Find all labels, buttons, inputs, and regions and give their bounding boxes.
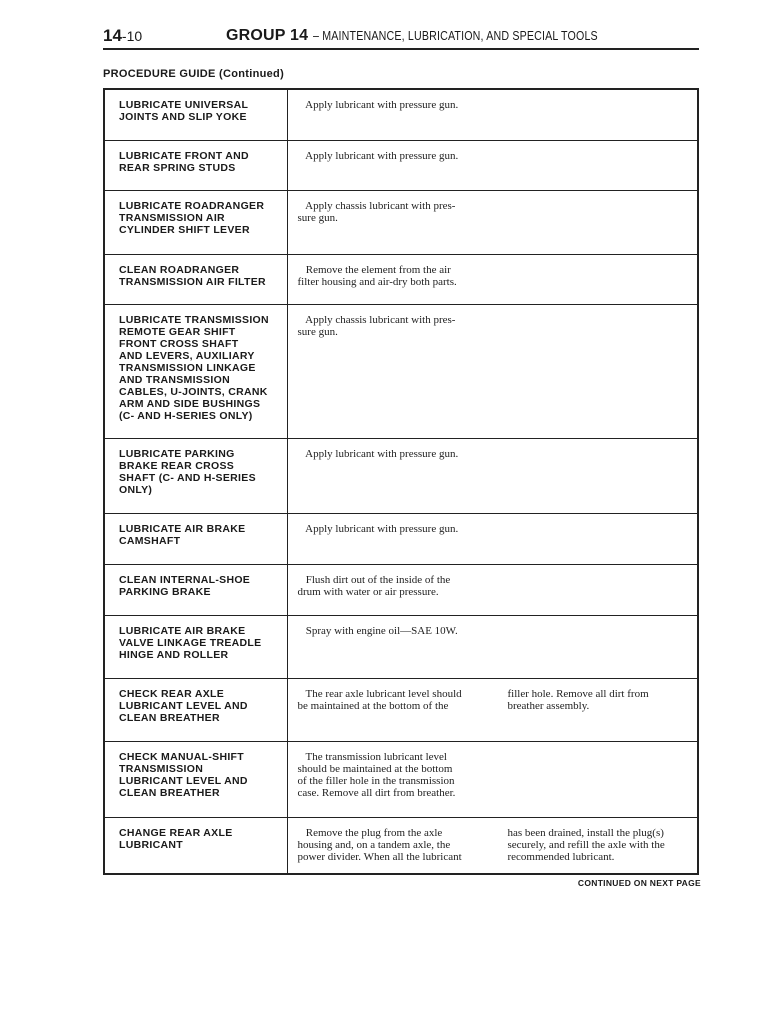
procedure-line: LUBRICANT: [119, 838, 183, 851]
table-row: [104, 615, 698, 678]
procedure-cell: [104, 254, 287, 304]
instruction-cell: [287, 615, 698, 678]
instruction-line: filler hole. Remove all dirt from: [507, 687, 649, 700]
instruction-line: The transmission lubricant level: [297, 750, 447, 763]
procedure-line: CLEAN BREATHER: [119, 786, 220, 799]
procedure-line: TRANSMISSION AIR: [119, 211, 225, 224]
instruction-line: sure gun.: [297, 211, 338, 224]
instruction-line: securely, and refill the axle with the: [507, 838, 665, 851]
instruction-column: [298, 523, 480, 535]
procedure-line: CYLINDER SHIFT LEVER: [119, 223, 250, 236]
procedure-line: CLEAN BREATHER: [119, 711, 220, 724]
instruction-line: has been drained, install the plug(s): [507, 826, 664, 839]
table-row: [104, 817, 698, 874]
page-number-group: 14: [103, 26, 122, 45]
procedure-line: TRANSMISSION: [119, 762, 204, 775]
instruction-line: Apply lubricant with pressure gun.: [297, 99, 459, 111]
instruction-line: Apply lubricant with pressure gun.: [297, 447, 459, 460]
instruction-column: [508, 150, 690, 162]
instruction-column: [508, 200, 690, 224]
instruction-column: [508, 99, 690, 111]
instruction-line: filter housing and air-dry both parts.: [297, 275, 457, 288]
instruction-column: [298, 200, 480, 224]
page-number-page: -10: [121, 28, 143, 44]
instruction-column: [298, 751, 480, 799]
instruction-line: recommended lubricant.: [507, 850, 615, 863]
procedure-line: CHECK REAR AXLE: [119, 687, 225, 700]
procedure-cell: [104, 741, 287, 817]
instruction-cell: [287, 89, 698, 140]
instruction-column: [508, 625, 690, 637]
table-row: [104, 678, 698, 741]
procedure-cell: [104, 564, 287, 615]
instruction-line: sure gun.: [297, 325, 338, 338]
procedure-line: ONLY): [119, 483, 153, 496]
instruction-column: [508, 523, 690, 535]
procedure-line: JOINTS AND SLIP YOKE: [119, 111, 247, 123]
table-row: [104, 140, 698, 190]
instruction-cell: [287, 741, 698, 817]
procedure-line: CLEAN INTERNAL-SHOE: [119, 573, 251, 586]
instruction-line: Remove the element from the air: [297, 263, 451, 276]
procedure-line: VALVE LINKAGE TREADLE: [119, 636, 262, 649]
table-row: [104, 741, 698, 817]
procedure-line: CLEAN ROADRANGER: [119, 263, 240, 276]
instruction-line: power divider. When all the lubricant: [297, 850, 462, 863]
procedure-cell: [104, 304, 287, 438]
procedure-cell: [104, 438, 287, 513]
instruction-cell: [287, 513, 698, 564]
procedure-cell: [104, 615, 287, 678]
instruction-line: Flush dirt out of the inside of the: [297, 573, 451, 586]
instruction-column: [508, 827, 690, 863]
table-row: [104, 254, 698, 304]
instruction-line: Spray with engine oil—SAE 10W.: [297, 624, 458, 637]
procedure-line: LUBRICATE UNIVERSAL: [119, 99, 249, 111]
procedure-line: LUBRICATE ROADRANGER: [119, 199, 265, 212]
procedure-table: [103, 88, 699, 875]
procedure-line: HINGE AND ROLLER: [119, 648, 229, 661]
procedure-line: TRANSMISSION AIR FILTER: [119, 275, 266, 288]
page-header: [103, 26, 699, 50]
instruction-line: drum with water or air pressure.: [297, 585, 439, 598]
table-row: [104, 190, 698, 254]
procedure-line: LUBRICATE AIR BRAKE: [119, 522, 246, 535]
instruction-line: of the filler hole in the transmission: [297, 774, 455, 787]
instruction-line: Apply lubricant with pressure gun.: [297, 149, 459, 162]
procedure-line: FRONT CROSS SHAFT: [119, 337, 239, 350]
procedure-line: CAMSHAFT: [119, 534, 181, 547]
instruction-line: Apply chassis lubricant with pres-: [297, 313, 456, 326]
table-row: [104, 513, 698, 564]
instruction-column: [298, 264, 480, 288]
procedure-cell: [104, 140, 287, 190]
instruction-cell: [287, 678, 698, 741]
instruction-line: Apply chassis lubricant with pres-: [297, 199, 456, 212]
table-row: [104, 89, 698, 140]
instruction-cell: [287, 254, 698, 304]
procedure-line: TRANSMISSION LINKAGE: [119, 361, 256, 374]
procedure-line: LUBRICANT LEVEL AND: [119, 774, 248, 787]
instruction-column: [508, 448, 690, 460]
procedure-line: SHAFT (C- AND H-SERIES: [119, 471, 256, 484]
procedure-cell: [104, 89, 287, 140]
instruction-line: housing and, on a tandem axle, the: [297, 838, 451, 851]
instruction-cell: [287, 438, 698, 513]
instruction-line: should be maintained at the bottom: [297, 762, 453, 775]
instruction-column: [508, 264, 690, 288]
instruction-column: [508, 314, 690, 338]
instruction-column: [298, 99, 480, 111]
procedure-line: LUBRICANT LEVEL AND: [119, 699, 248, 712]
instruction-line: case. Remove all dirt from breather.: [297, 786, 456, 799]
instruction-column: [298, 574, 480, 598]
procedure-line: LUBRICATE PARKING: [119, 447, 235, 460]
instruction-cell: [287, 564, 698, 615]
instruction-line: breather assembly.: [507, 699, 590, 712]
procedure-cell: [104, 817, 287, 874]
procedure-line: BRAKE REAR CROSS: [119, 459, 235, 472]
instruction-line: Remove the plug from the axle: [297, 826, 443, 839]
instruction-column: [298, 314, 480, 338]
table-row: [104, 564, 698, 615]
instruction-column: [298, 688, 480, 712]
table-row: [104, 438, 698, 513]
procedure-line: REMOTE GEAR SHIFT: [119, 325, 236, 338]
instruction-column: [508, 574, 690, 598]
instruction-column: [298, 448, 480, 460]
procedure-line: REAR SPRING STUDS: [119, 161, 236, 174]
procedure-line: CABLES, U-JOINTS, CRANK: [119, 385, 268, 398]
instruction-column: [508, 688, 690, 712]
group-subtitle: – MAINTENANCE, LUBRICATION, AND SPECIAL TOOLS: [312, 28, 598, 43]
procedure-cell: [104, 513, 287, 564]
instruction-column: [298, 625, 480, 637]
procedure-cell: [104, 678, 287, 741]
instruction-line: be maintained at the bottom of the: [297, 699, 449, 712]
table-row: [104, 304, 698, 438]
instruction-column: [298, 827, 480, 863]
section-title: PROCEDURE GUIDE (Continued): [103, 68, 285, 80]
instruction-cell: [287, 190, 698, 254]
instruction-line: Apply lubricant with pressure gun.: [297, 522, 459, 535]
instruction-column: [508, 751, 690, 799]
page-number: [103, 26, 142, 46]
instruction-column: [298, 150, 480, 162]
group-label: GROUP 14: [226, 27, 309, 44]
procedure-line: ARM AND SIDE BUSHINGS: [119, 397, 261, 410]
instruction-cell: [287, 817, 698, 874]
instruction-cell: [287, 304, 698, 438]
instruction-cell: [287, 140, 698, 190]
procedure-line: PARKING BRAKE: [119, 585, 211, 598]
procedure-line: LUBRICATE AIR BRAKE: [119, 624, 246, 637]
instruction-line: The rear axle lubricant level should: [297, 687, 462, 700]
procedure-line: AND TRANSMISSION: [119, 373, 230, 386]
procedure-line: (C- AND H-SERIES ONLY): [119, 409, 253, 422]
procedure-line: LUBRICATE FRONT AND: [119, 149, 249, 162]
procedure-line: CHANGE REAR AXLE: [119, 826, 233, 839]
procedure-line: LUBRICATE TRANSMISSION: [119, 313, 269, 326]
procedure-cell: [104, 190, 287, 254]
continued-note: CONTINUED ON NEXT PAGE: [577, 878, 701, 888]
group-title: [226, 27, 660, 45]
procedure-line: CHECK MANUAL-SHIFT: [119, 750, 244, 763]
procedure-line: AND LEVERS, AUXILIARY: [119, 349, 255, 362]
